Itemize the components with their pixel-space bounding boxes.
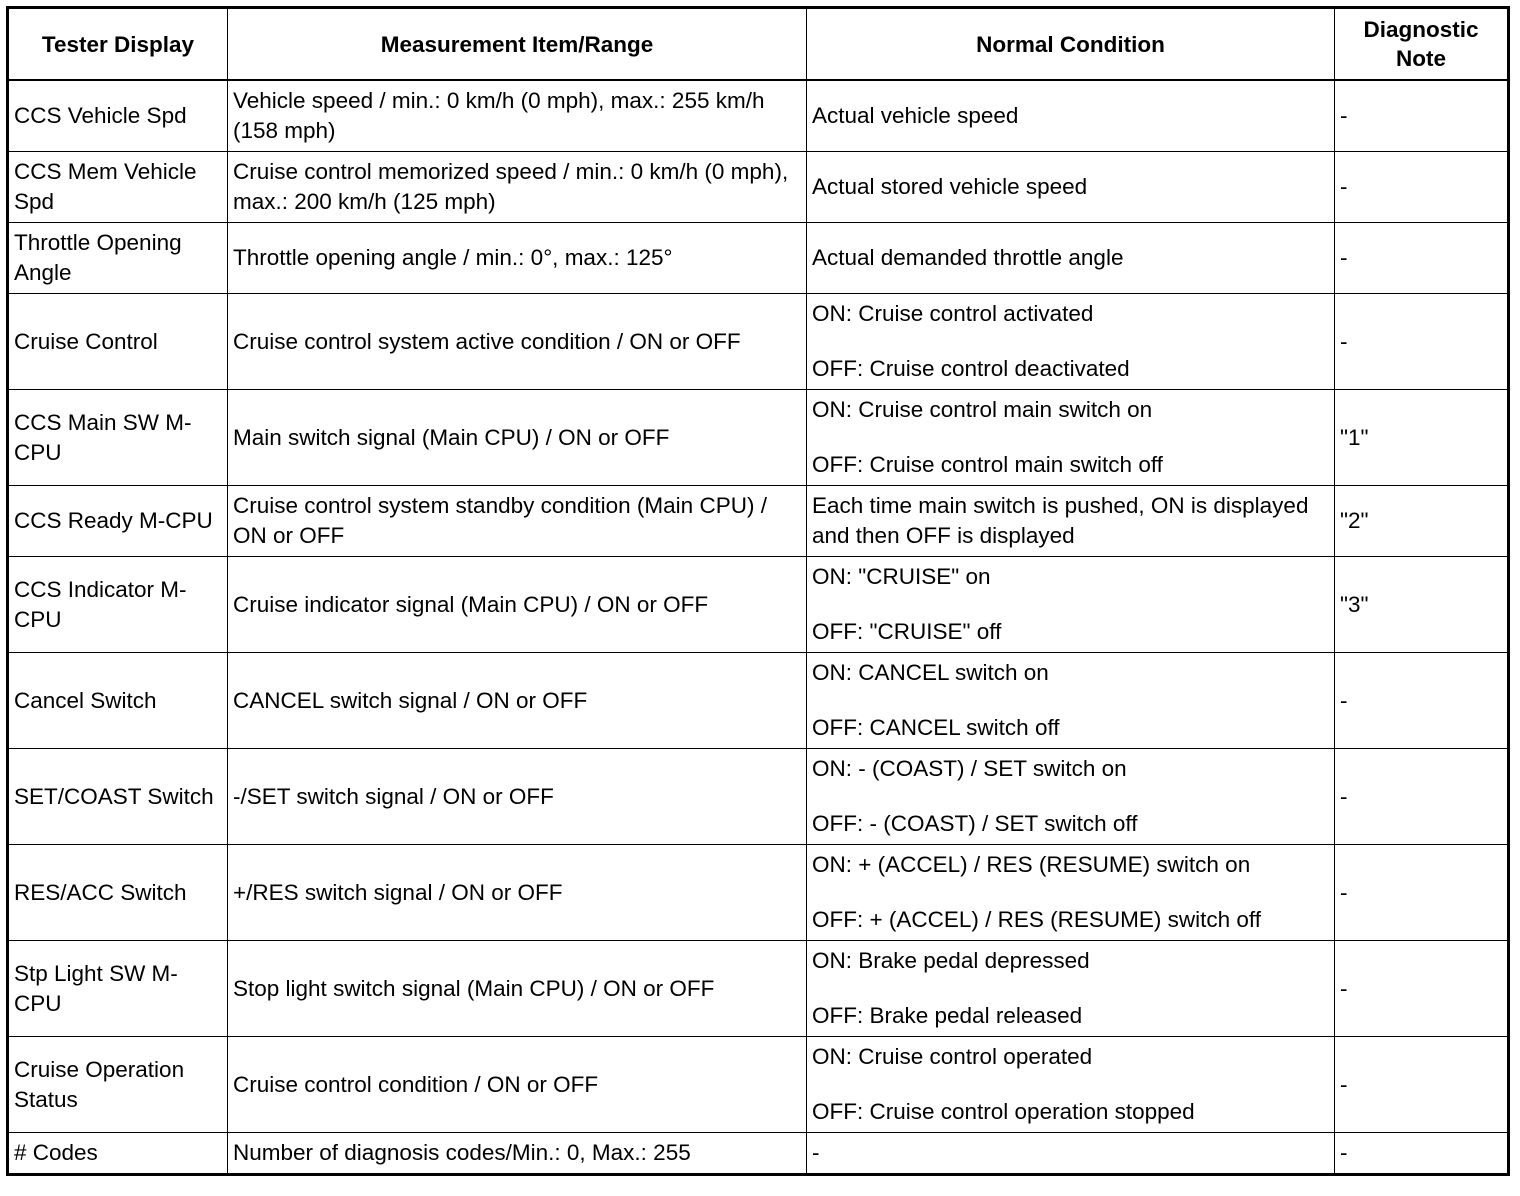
condition-on-text: ON: + (ACCEL) / RES (RESUME) switch on bbox=[812, 852, 1251, 877]
diagnostic-note-cell: "2" bbox=[1335, 486, 1509, 557]
measurement-range-cell: Number of diagnosis codes/Min.: 0, Max.: 255 bbox=[228, 1133, 807, 1175]
measurement-range-cell: Stop light switch signal (Main CPU) / ON or OFF bbox=[228, 941, 807, 1037]
tester-display-cell: RES/ACC Switch bbox=[8, 845, 228, 941]
diagnostic-note-cell: - bbox=[1335, 941, 1509, 1037]
tester-display-cell: CCS Ready M-CPU bbox=[8, 486, 228, 557]
header-measurement-item-range: Measurement Item/Range bbox=[228, 8, 807, 81]
condition-on-text: ON: Cruise control activated bbox=[812, 301, 1094, 326]
measurement-range-cell: CANCEL switch signal / ON or OFF bbox=[228, 653, 807, 749]
tester-display-cell: CCS Indicator M-CPU bbox=[8, 557, 228, 653]
normal-condition-cell: Actual demanded throttle angle bbox=[807, 223, 1335, 294]
diagnostic-note-cell: - bbox=[1335, 152, 1509, 223]
table-row bbox=[8, 845, 1509, 941]
diagnostic-note-cell: - bbox=[1335, 653, 1509, 749]
table-row bbox=[8, 294, 1509, 390]
condition-off-text: OFF: + (ACCEL) / RES (RESUME) switch off bbox=[812, 907, 1262, 932]
tester-display-cell: CCS Mem Vehicle Spd bbox=[8, 152, 228, 223]
table-row bbox=[8, 390, 1509, 486]
measurement-range-cell: Cruise control system standby condition (Main CPU) / ON or OFF bbox=[228, 486, 807, 557]
tester-display-cell: CCS Vehicle Spd bbox=[8, 80, 228, 152]
table-row bbox=[8, 1037, 1509, 1133]
normal-condition-cell: Actual stored vehicle speed bbox=[807, 152, 1335, 223]
measurement-range-cell: Vehicle speed / min.: 0 km/h (0 mph), max.: 255 km/h (158 mph) bbox=[228, 80, 807, 152]
normal-condition-cell: Actual vehicle speed bbox=[807, 80, 1335, 152]
measurement-range-cell: -/SET switch signal / ON or OFF bbox=[228, 749, 807, 845]
table-row bbox=[8, 486, 1509, 557]
condition-off-text: OFF: Cruise control deactivated bbox=[812, 356, 1130, 381]
table-row bbox=[8, 1133, 1509, 1175]
table-row bbox=[8, 80, 1509, 152]
condition-off-text: OFF: "CRUISE" off bbox=[812, 619, 1002, 644]
condition-on-text: ON: CANCEL switch on bbox=[812, 660, 1049, 685]
normal-condition-cell bbox=[807, 390, 1335, 486]
diagnostic-note-cell: - bbox=[1335, 1133, 1509, 1175]
measurement-range-cell: Cruise control memorized speed / min.: 0 km/h (0 mph), max.: 200 km/h (125 mph) bbox=[228, 152, 807, 223]
normal-condition-cell: - bbox=[807, 1133, 1335, 1175]
measurement-range-cell: +/RES switch signal / ON or OFF bbox=[228, 845, 807, 941]
tester-display-cell: # Codes bbox=[8, 1133, 228, 1175]
measurement-range-cell: Throttle opening angle / min.: 0°, max.: 125° bbox=[228, 223, 807, 294]
header-diagnostic-note: Diagnostic Note bbox=[1335, 8, 1509, 81]
measurement-range-cell: Main switch signal (Main CPU) / ON or OFF bbox=[228, 390, 807, 486]
measurement-range-cell: Cruise control condition / ON or OFF bbox=[228, 1037, 807, 1133]
diagnostic-note-cell: - bbox=[1335, 294, 1509, 390]
condition-off-text: OFF: Brake pedal released bbox=[812, 1003, 1083, 1028]
tester-display-cell: Cruise Operation Status bbox=[8, 1037, 228, 1133]
normal-condition-cell bbox=[807, 653, 1335, 749]
condition-off-text: OFF: - (COAST) / SET switch off bbox=[812, 811, 1138, 836]
tester-display-cell: Stp Light SW M-CPU bbox=[8, 941, 228, 1037]
diagnostic-note-cell: - bbox=[1335, 845, 1509, 941]
normal-condition-cell bbox=[807, 557, 1335, 653]
diagnostic-note-cell: - bbox=[1335, 223, 1509, 294]
condition-on-text: ON: Cruise control operated bbox=[812, 1044, 1093, 1069]
table-row bbox=[8, 152, 1509, 223]
normal-condition-cell: Each time main switch is pushed, ON is displayed and then OFF is displayed bbox=[807, 486, 1335, 557]
condition-on-text: ON: "CRUISE" on bbox=[812, 564, 991, 589]
measurement-range-cell: Cruise control system active condition / ON or OFF bbox=[228, 294, 807, 390]
table-header-row bbox=[8, 8, 1509, 81]
diagnostic-note-cell: "3" bbox=[1335, 557, 1509, 653]
diagnostic-note-cell: "1" bbox=[1335, 390, 1509, 486]
diagnostic-note-cell: - bbox=[1335, 749, 1509, 845]
condition-off-text: OFF: Cruise control main switch off bbox=[812, 452, 1163, 477]
measurement-range-cell: Cruise indicator signal (Main CPU) / ON or OFF bbox=[228, 557, 807, 653]
tester-display-cell: Cancel Switch bbox=[8, 653, 228, 749]
tester-display-table bbox=[6, 6, 1510, 1176]
condition-on-text: ON: Brake pedal depressed bbox=[812, 948, 1090, 973]
normal-condition-cell bbox=[807, 845, 1335, 941]
table-row bbox=[8, 557, 1509, 653]
normal-condition-cell bbox=[807, 294, 1335, 390]
condition-off-text: OFF: Cruise control operation stopped bbox=[812, 1099, 1195, 1124]
header-normal-condition: Normal Condition bbox=[807, 8, 1335, 81]
tester-display-cell: Throttle Opening Angle bbox=[8, 223, 228, 294]
tester-display-cell: Cruise Control bbox=[8, 294, 228, 390]
header-tester-display: Tester Display bbox=[8, 8, 228, 81]
table-row bbox=[8, 941, 1509, 1037]
normal-condition-cell bbox=[807, 941, 1335, 1037]
table-row bbox=[8, 749, 1509, 845]
tester-display-cell: SET/COAST Switch bbox=[8, 749, 228, 845]
condition-on-text: ON: - (COAST) / SET switch on bbox=[812, 756, 1127, 781]
diagnostic-note-cell: - bbox=[1335, 80, 1509, 152]
table-row bbox=[8, 223, 1509, 294]
condition-on-text: ON: Cruise control main switch on bbox=[812, 397, 1153, 422]
table-row bbox=[8, 653, 1509, 749]
tester-display-cell: CCS Main SW M-CPU bbox=[8, 390, 228, 486]
normal-condition-cell bbox=[807, 1037, 1335, 1133]
diagnostic-note-cell: - bbox=[1335, 1037, 1509, 1133]
normal-condition-cell bbox=[807, 749, 1335, 845]
condition-off-text: OFF: CANCEL switch off bbox=[812, 715, 1060, 740]
